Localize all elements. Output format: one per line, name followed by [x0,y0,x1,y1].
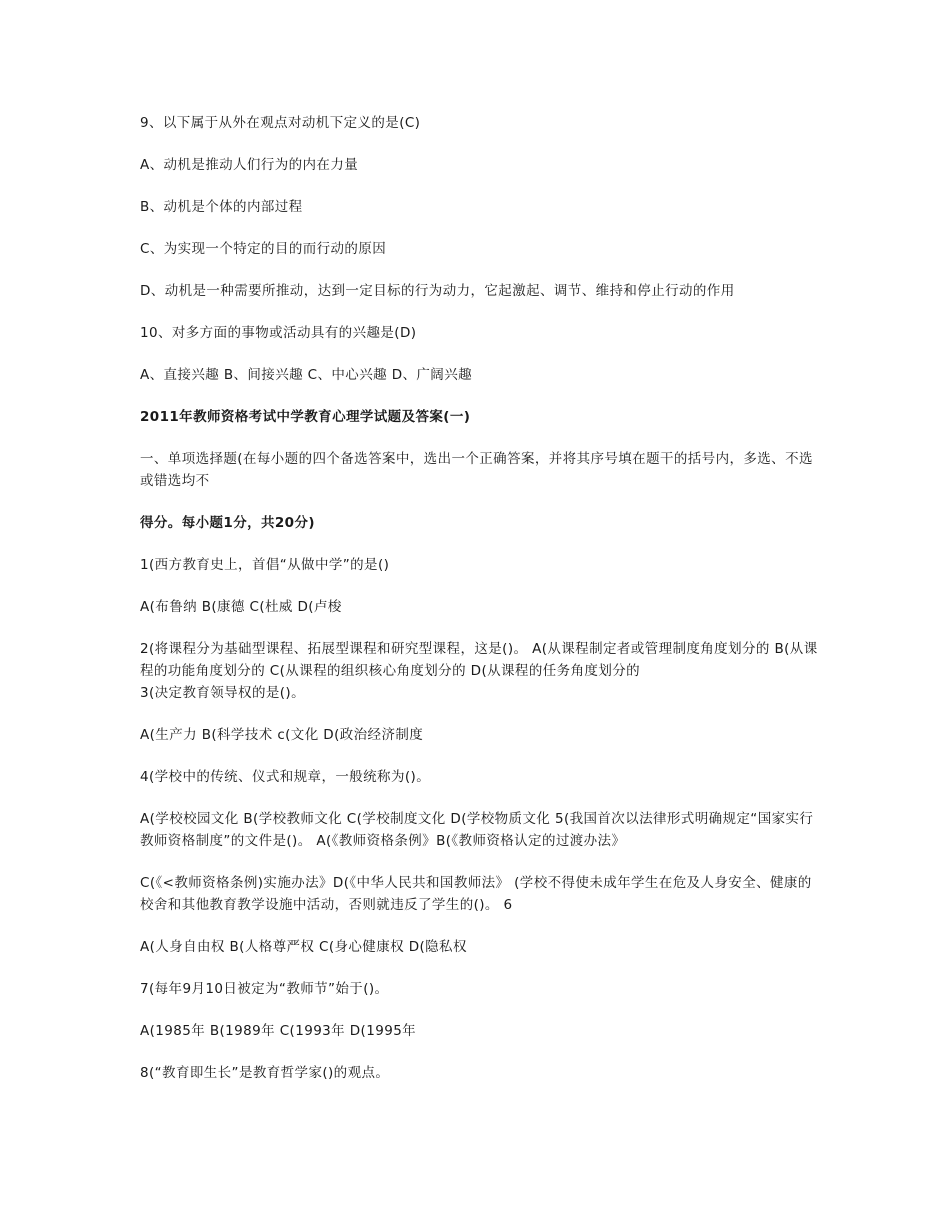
mc-question-8: 8(“教育即生长”是教育哲学家()的观点。 [140,1065,390,1081]
mc-question-2: 2(将课程分为基础型课程、拓展型课程和研究型课程，这是()。 A(从课程制定者或管理制度角度划分的 B(从课程的功能角度划分的 C(从课程的组织核心角度划分的 D(从课程的任务角度划分的 [140,641,818,679]
question-10-options: A、直接兴趣 B、间接兴趣 C、中心兴趣 D、广阔兴趣 [140,367,472,383]
section-title: 2011年教师资格考试中学教育心理学试题及答案(一) [140,409,471,425]
option-a: A、动机是推动人们行为的内在力量 [140,157,359,173]
section-instructions: 一、单项选择题(在每小题的四个备选答案中，选出一个正确答案，并将其序号填在题干的括号内，多选、不选或错选均不 [140,451,813,489]
mc-question-7-options: A(1985年 B(1989年 C(1993年 D(1995年 [140,1023,417,1039]
question-9: 9、以下属于从外在观点对动机下定义的是(C) [140,115,421,131]
document-body [140,112,820,1104]
mc-question-7: 7(每年9月10日被定为“教师节”始于()。 [140,981,389,997]
option-d: D、动机是一种需要所推动，达到一定目标的行为动力，它起激起、调节、维持和停止行动的作用 [140,283,735,299]
option-c: C、为实现一个特定的目的而行动的原因 [140,241,387,257]
mc-question-3-options: A(生产力 B(科学技术 c(文化 D(政治经济制度 [140,727,424,743]
mc-question-4: 4(学校中的传统、仪式和规章，一般统称为()。 [140,769,431,785]
option-b: B、动机是个体的内部过程 [140,199,303,215]
section-scoring: 得分。每小题1分，共20分) [140,515,315,531]
mc-question-1-options: A(布鲁纳 B(康德 C(杜威 D(卢梭 [140,599,342,615]
mc-question-3: 3(决定教育领导权的是()。 [140,685,305,701]
question-10: 10、对多方面的事物或活动具有的兴趣是(D) [140,325,417,341]
mc-question-5-6: C(《<教师资格条例)实施办法》D(《中华人民共和国教师法》 (学校不得使未成年学生在危及人身安全、健康的校舍和其他教育教学设施中活动，否则就违反了学生的()。 6 [140,875,812,913]
mc-question-4-5: A(学校校园文化 B(学校教师文化 C(学校制度文化 D(学校物质文化 5(我国首次以法律形式明确规定“国家实行教师资格制度”的文件是()。 A(《教师资格条例》B(《教师资格认定的过渡办法》 [140,811,814,849]
mc-question-1: 1(西方教育史上，首倡“从做中学”的是() [140,557,390,573]
mc-question-6-options: A(人身自由权 B(人格尊严权 C(身心健康权 D(隐私权 [140,939,467,955]
